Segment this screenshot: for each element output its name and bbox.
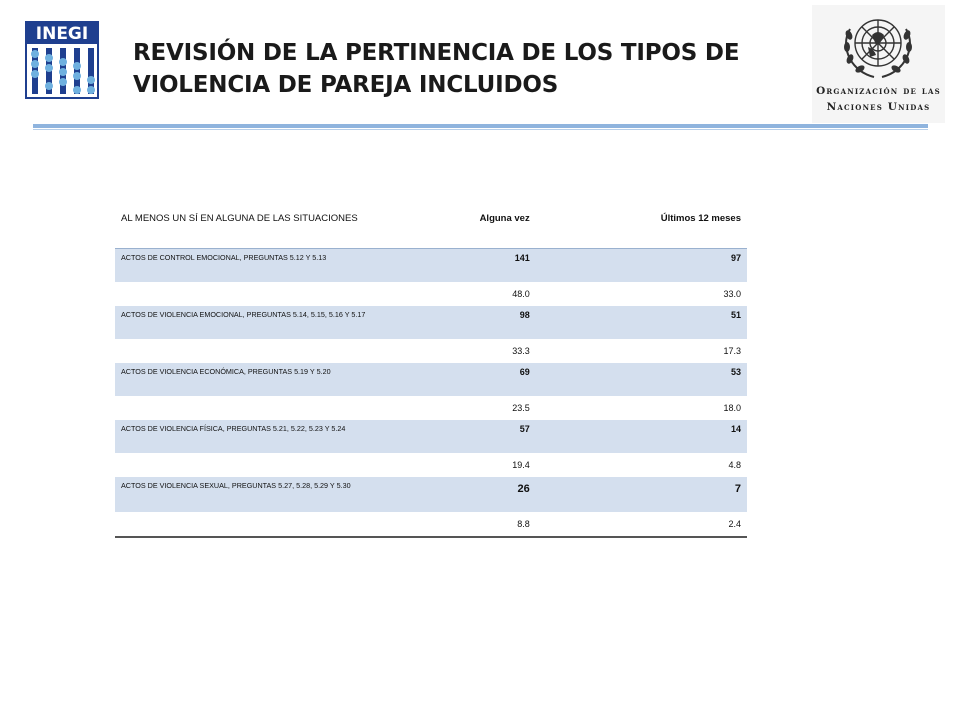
count-ultimos-12-meses: 14 [536,420,747,453]
pct-ultimos-12-meses: 17.3 [723,346,741,356]
violence-types-table [115,210,747,538]
pct-alguna-vez: 19.4 [512,460,530,470]
header-divider-thin [33,129,928,130]
un-logo [812,5,945,123]
row-label: ACTOS DE VIOLENCIA FÍSICA, PREGUNTAS 5.21, 5.22, 5.23 Y 5.24 [115,420,373,453]
inegi-logo [24,20,100,102]
count-alguna-vez: 69 [373,363,536,396]
count-alguna-vez: 26 [373,477,536,512]
pct-alguna-vez: 8.8 [373,512,536,537]
table-row [115,453,747,477]
count-alguna-vez: 98 [373,306,536,339]
row-label: ACTOS DE CONTROL EMOCIONAL, PREGUNTAS 5.12 Y 5.13 [115,249,373,283]
count-ultimos-12-meses: 97 [536,249,747,283]
row-label: ACTOS DE VIOLENCIA EMOCIONAL, PREGUNTAS 5.14, 5.15, 5.16 Y 5.17 [115,306,373,339]
inegi-logo-icon [24,20,100,102]
table-row [115,306,747,339]
table-row [115,420,747,453]
table-row [115,396,747,420]
count-ultimos-12-meses: 7 [536,477,747,512]
table-header-row [115,210,747,249]
count-ultimos-12-meses: 51 [536,306,747,339]
header-alguna-vez: Alguna vez [373,210,536,249]
un-logo-line-1: Organización de las [816,85,941,97]
title-line-1: REVISIÓN DE LA PERTINENCIA DE LOS TIPOS DE [133,40,740,66]
inegi-logo-text: INEGI [35,24,89,44]
un-logo-line-2: Naciones Unidas [826,101,931,113]
header-divider [33,124,928,128]
row-label: ACTOS DE VIOLENCIA ECONÓMICA, PREGUNTAS 5.19 Y 5.20 [115,363,373,396]
pct-alguna-vez: 48.0 [512,289,530,299]
count-ultimos-12-meses: 53 [536,363,747,396]
table-row [115,249,747,283]
pct-ultimos-12-meses: 4.8 [728,460,741,470]
pct-ultimos-12-meses: 2.4 [536,512,747,537]
pct-ultimos-12-meses: 18.0 [723,403,741,413]
table-row [115,282,747,306]
un-emblem-icon [812,5,945,85]
title-line-2: VIOLENCIA DE PAREJA INCLUIDOS [133,72,559,98]
pct-alguna-vez: 33.3 [512,346,530,356]
pct-alguna-vez: 23.5 [512,403,530,413]
count-alguna-vez: 57 [373,420,536,453]
pct-ultimos-12-meses: 33.0 [723,289,741,299]
row-label: ACTOS DE VIOLENCIA SEXUAL, PREGUNTAS 5.27, 5.28, 5.29 Y 5.30 [115,477,373,512]
table-row [115,339,747,363]
table-row [115,512,747,537]
header-ultimos-12-meses: Últimos 12 meses [536,210,747,249]
page-title [133,37,813,101]
count-alguna-vez: 141 [373,249,536,283]
table-row [115,477,747,512]
header-label: AL MENOS UN SÍ EN ALGUNA DE LAS SITUACIONES [115,210,373,249]
table-row [115,363,747,396]
